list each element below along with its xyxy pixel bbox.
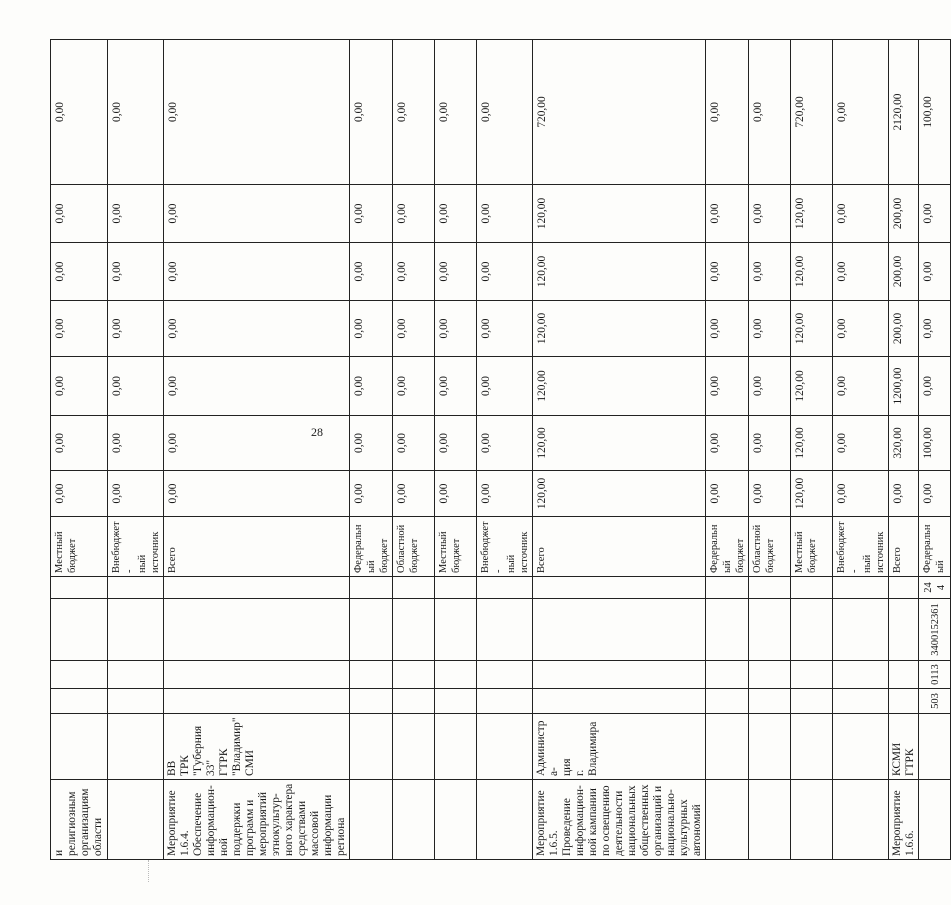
cell-description [706,780,749,860]
cell-y2022: 0,00 [706,357,749,416]
cell-y2023: 120,00 [791,301,833,357]
cell-y2025: 120,00 [791,185,833,243]
cell-source: Областной бюджет [393,517,435,577]
cell-y2022: 0,00 [164,357,350,416]
cell-grbs [706,689,749,714]
cell-description [108,780,164,860]
budget-table-body [51,40,951,860]
table-row [393,40,435,860]
cell-responsible [477,714,533,780]
cell-y2025: 0,00 [393,185,435,243]
cell-y2022: 0,00 [51,357,108,416]
cell-y2023: 0,00 [350,301,393,357]
cell-y2023: 0,00 [919,301,951,357]
cell-y2026: 0,00 [435,40,477,185]
cell-description [435,780,477,860]
cell-y2021: 0,00 [164,416,350,471]
cell-description [393,780,435,860]
cell-source: Всего [164,517,350,577]
rotated-table-frame [50,40,947,860]
cell-y2021: 0,00 [833,416,889,471]
cell-responsible [749,714,791,780]
cell-csr: 3400152361 [919,599,951,661]
cell-y2026: 0,00 [350,40,393,185]
cell-grbs [51,689,108,714]
cell-y2026: 0,00 [706,40,749,185]
cell-responsible: ВВ ТРК "Губерния 33" ГТРК "Владимир" СМИ [164,714,350,780]
cell-y2022: 1200,00 [889,357,919,416]
cell-y2025: 0,00 [706,185,749,243]
table-row [164,40,350,860]
cell-y2023: 0,00 [393,301,435,357]
cell-y2023: 0,00 [833,301,889,357]
cell-total: 0,00 [749,471,791,517]
cell-y2024: 0,00 [706,243,749,301]
cell-grbs [477,689,533,714]
cell-responsible [435,714,477,780]
cell-y2022: 120,00 [791,357,833,416]
cell-y2026: 0,00 [749,40,791,185]
cell-description [919,780,951,860]
cell-rzpr: 0113 [919,661,951,689]
cell-source: Областной бюджет [749,517,791,577]
cell-responsible: КСМИ ГТРК [889,714,919,780]
cell-y2021: 320,00 [889,416,919,471]
cell-source: Федеральный бюджет [706,517,749,577]
cell-y2025: 0,00 [477,185,533,243]
cell-vr [350,577,393,599]
cell-source: Всего [533,517,706,577]
cell-y2026: 100,00 [919,40,951,185]
cell-vr [706,577,749,599]
cell-description [749,780,791,860]
cell-rzpr [164,661,350,689]
cell-vr: 244 [919,577,951,599]
cell-source: Внебюджет- ный источник [833,517,889,577]
cell-y2025: 0,00 [164,185,350,243]
cell-y2023: 0,00 [706,301,749,357]
cell-vr [477,577,533,599]
cell-grbs [833,689,889,714]
cell-y2026: 0,00 [833,40,889,185]
cell-total: 0,00 [477,471,533,517]
cell-vr [164,577,350,599]
cell-responsible [393,714,435,780]
cell-vr [435,577,477,599]
cell-responsible [791,714,833,780]
cell-grbs [393,689,435,714]
cell-y2026: 0,00 [51,40,108,185]
table-row [791,40,833,860]
scan-artifact [148,860,151,882]
cell-total: 0,00 [833,471,889,517]
cell-rzpr [533,661,706,689]
cell-csr [435,599,477,661]
cell-csr [477,599,533,661]
cell-y2021: 0,00 [706,416,749,471]
cell-responsible [706,714,749,780]
cell-rzpr [477,661,533,689]
cell-y2021: 0,00 [108,416,164,471]
cell-y2024: 0,00 [833,243,889,301]
cell-y2025: 200,00 [889,185,919,243]
cell-grbs [791,689,833,714]
table-row [889,40,919,860]
cell-y2026: 720,00 [791,40,833,185]
cell-responsible [350,714,393,780]
cell-total: 0,00 [164,471,350,517]
cell-y2022: 0,00 [477,357,533,416]
cell-total: 0,00 [435,471,477,517]
cell-description: Мероприятие 1.6.4. Обеспечение информацион- ной поддержки программ и мероприятий этнокультур- ного характера средствами массовой информации региона [164,780,350,860]
cell-csr [164,599,350,661]
cell-source: Местный бюджет [791,517,833,577]
cell-y2026: 720,00 [533,40,706,185]
cell-y2022: 0,00 [108,357,164,416]
cell-responsible [51,714,108,780]
cell-y2024: 0,00 [435,243,477,301]
cell-y2024: 0,00 [164,243,350,301]
cell-rzpr [833,661,889,689]
cell-responsible [919,714,951,780]
cell-total: 0,00 [393,471,435,517]
cell-y2022: 0,00 [435,357,477,416]
cell-grbs [164,689,350,714]
cell-total: 120,00 [791,471,833,517]
cell-y2026: 0,00 [164,40,350,185]
budget-table [50,39,951,860]
cell-rzpr [706,661,749,689]
table-row [919,40,951,860]
cell-y2026: 2120,00 [889,40,919,185]
cell-grbs [435,689,477,714]
cell-total: 0,00 [108,471,164,517]
cell-y2026: 0,00 [108,40,164,185]
cell-y2026: 0,00 [393,40,435,185]
page-number: 28 [311,425,323,439]
cell-csr [833,599,889,661]
cell-vr [393,577,435,599]
cell-total: 120,00 [533,471,706,517]
cell-total: 0,00 [889,471,919,517]
cell-responsible [108,714,164,780]
cell-csr [749,599,791,661]
cell-y2023: 0,00 [435,301,477,357]
cell-responsible [833,714,889,780]
cell-y2025: 0,00 [919,185,951,243]
cell-csr [706,599,749,661]
cell-y2024: 120,00 [533,243,706,301]
cell-y2021: 0,00 [51,416,108,471]
cell-vr [833,577,889,599]
cell-csr [791,599,833,661]
cell-y2024: 0,00 [108,243,164,301]
cell-y2022: 0,00 [749,357,791,416]
cell-y2024: 0,00 [749,243,791,301]
cell-y2021: 100,00 [919,416,951,471]
cell-description [350,780,393,860]
cell-y2021: 120,00 [791,416,833,471]
cell-csr [889,599,919,661]
cell-rzpr [350,661,393,689]
cell-vr [51,577,108,599]
cell-y2023: 0,00 [477,301,533,357]
table-row [435,40,477,860]
cell-total: 0,00 [350,471,393,517]
table-row [833,40,889,860]
cell-grbs [533,689,706,714]
table-row [749,40,791,860]
cell-responsible: Администра- ция г. Владимира [533,714,706,780]
cell-y2022: 0,00 [393,357,435,416]
cell-total: 0,00 [51,471,108,517]
cell-y2025: 0,00 [350,185,393,243]
cell-rzpr [749,661,791,689]
cell-source: Всего [889,517,919,577]
cell-rzpr [51,661,108,689]
cell-y2025: 0,00 [108,185,164,243]
cell-vr [749,577,791,599]
cell-y2022: 120,00 [533,357,706,416]
cell-rzpr [791,661,833,689]
cell-description: Мероприятие 1.6.6. [889,780,919,860]
cell-y2023: 0,00 [51,301,108,357]
cell-total: 0,00 [706,471,749,517]
cell-y2023: 120,00 [533,301,706,357]
cell-y2025: 0,00 [435,185,477,243]
cell-y2024: 0,00 [477,243,533,301]
cell-csr [350,599,393,661]
cell-source: Местный бюджет [435,517,477,577]
cell-vr [791,577,833,599]
cell-csr [108,599,164,661]
cell-rzpr [393,661,435,689]
cell-y2023: 0,00 [749,301,791,357]
cell-description [477,780,533,860]
cell-vr [533,577,706,599]
cell-grbs [108,689,164,714]
cell-y2024: 0,00 [350,243,393,301]
cell-y2022: 0,00 [833,357,889,416]
cell-y2025: 0,00 [833,185,889,243]
cell-source: Внебюджет- ный источник [108,517,164,577]
cell-y2021: 0,00 [477,416,533,471]
cell-csr [51,599,108,661]
cell-y2025: 0,00 [51,185,108,243]
table-row [350,40,393,860]
table-row [51,40,108,860]
cell-grbs [889,689,919,714]
cell-vr [889,577,919,599]
cell-total: 0,00 [919,471,951,517]
cell-description: и религиозным организациям области [51,780,108,860]
cell-y2023: 200,00 [889,301,919,357]
cell-y2025: 0,00 [749,185,791,243]
cell-y2021: 0,00 [749,416,791,471]
cell-y2024: 120,00 [791,243,833,301]
table-row [477,40,533,860]
cell-grbs: 503 [919,689,951,714]
cell-rzpr [435,661,477,689]
cell-source: Федеральный бюджет [350,517,393,577]
cell-y2021: 0,00 [350,416,393,471]
cell-grbs [749,689,791,714]
cell-y2021: 0,00 [393,416,435,471]
cell-rzpr [108,661,164,689]
cell-y2021: 120,00 [533,416,706,471]
cell-description: Мероприятие 1.6.5. Проведение информацион- ной кампании по освещению деятельности национальных общественных организаций и национально- культурных автономий [533,780,706,860]
cell-grbs [350,689,393,714]
cell-y2022: 0,00 [350,357,393,416]
cell-source: Местный бюджет [51,517,108,577]
cell-y2025: 120,00 [533,185,706,243]
cell-y2026: 0,00 [477,40,533,185]
cell-rzpr [889,661,919,689]
cell-source: Федеральный [919,517,951,577]
cell-y2023: 0,00 [108,301,164,357]
cell-y2023: 0,00 [164,301,350,357]
cell-y2021: 0,00 [435,416,477,471]
cell-csr [533,599,706,661]
cell-y2024: 0,00 [51,243,108,301]
cell-y2024: 0,00 [919,243,951,301]
table-row [108,40,164,860]
table-row [706,40,749,860]
cell-y2024: 200,00 [889,243,919,301]
table-row [533,40,706,860]
cell-y2022: 0,00 [919,357,951,416]
cell-y2024: 0,00 [393,243,435,301]
cell-vr [108,577,164,599]
cell-description [791,780,833,860]
cell-description [833,780,889,860]
cell-source: Внебюджет- ный источник [477,517,533,577]
cell-csr [393,599,435,661]
